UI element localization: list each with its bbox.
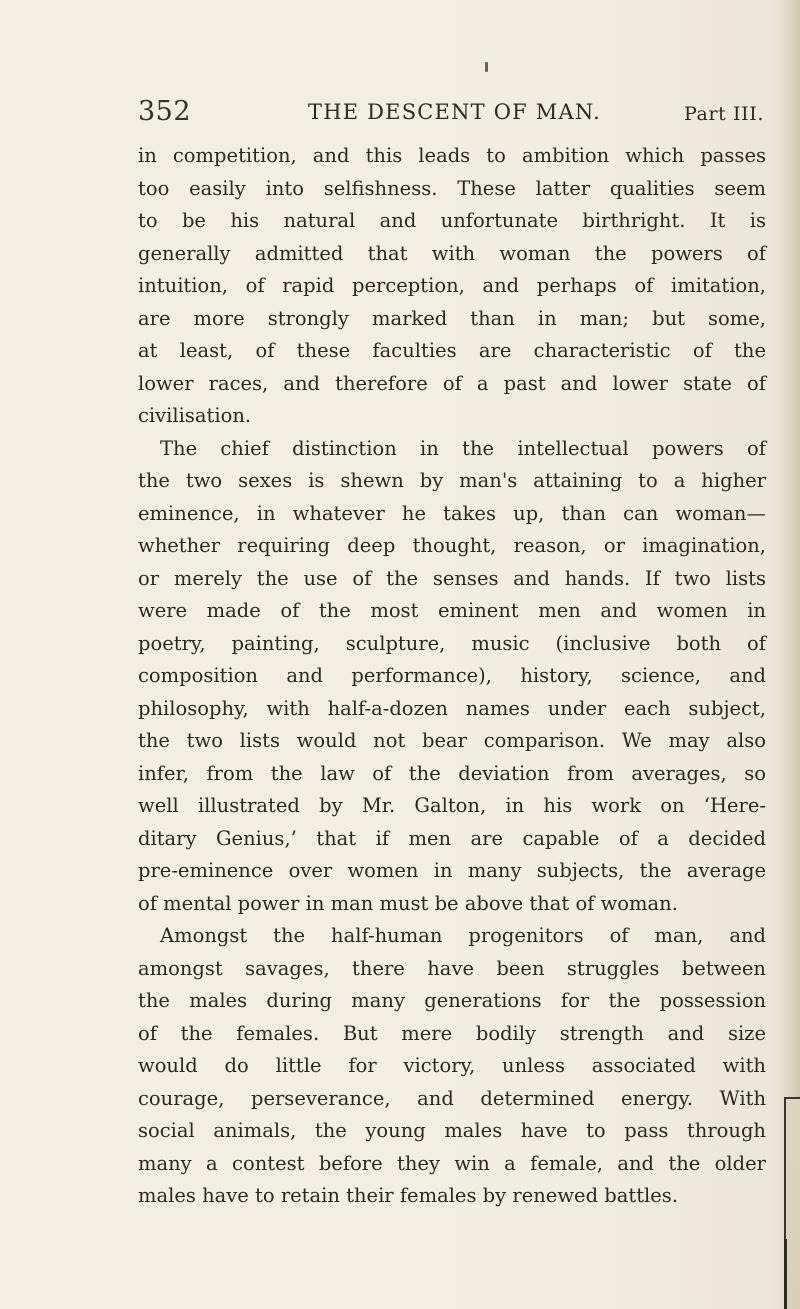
- text-line: amongst savages, there have been struggles between: [138, 956, 766, 980]
- text-line: pre-eminence over women in many subjects, the average: [138, 859, 766, 882]
- text-line: are more strongly marked than in man; but some,: [138, 306, 766, 330]
- text-line: many a contest before they win a female, and the older: [138, 1151, 766, 1175]
- text-line: would do little for victory, unless associated with: [138, 1054, 766, 1077]
- text-line: social animals, the young males have to pass through: [138, 1119, 766, 1142]
- text-line: to be his natural and unfortunate birthright. It is: [138, 209, 766, 232]
- text-line: whether requiring deep thought, reason, or imagination,: [138, 534, 766, 557]
- text-line: civilisation.: [138, 404, 252, 427]
- text-line: too easily into selfishness. These latter qualities seem: [138, 176, 766, 200]
- text-line: The chief distinction in the intellectual powers of: [160, 436, 766, 460]
- text-line: poetry, painting, sculpture, music (inclusive both of: [138, 631, 766, 655]
- text-line: the two sexes is shewn by man's attaining to a higher: [138, 469, 766, 492]
- print-speck: [485, 62, 488, 72]
- text-line: ditary Genius,’ that if men are capable of a decided: [138, 826, 766, 850]
- paragraph-3: [138, 920, 766, 1213]
- paragraph-2: [138, 433, 766, 921]
- text-line: courage, perseverance, and determined energy. With: [138, 1086, 766, 1110]
- paragraph-1: [138, 140, 766, 433]
- text-line: composition and performance), history, science, and: [138, 664, 766, 687]
- text-line: the two lists would not bear comparison. We may also: [138, 729, 766, 752]
- page-corner-mark: [784, 1097, 800, 1309]
- text-line: in competition, and this leads to ambition which passes: [138, 144, 766, 167]
- text-line: Amongst the half-human progenitors of man, and: [160, 924, 766, 947]
- text-line: of the females. But mere bodily strength and size: [138, 1021, 766, 1045]
- text-line: well illustrated by Mr. Galton, in his work on ‘Here-: [138, 794, 766, 817]
- text-line: the males during many generations for the possession: [138, 989, 766, 1012]
- part-label: Part III.: [684, 103, 764, 125]
- page-number: 352: [138, 96, 192, 127]
- text-line: eminence, in whatever he takes up, than can woman—: [138, 501, 766, 525]
- text-line: infer, from the law of the deviation from averages, so: [138, 761, 766, 785]
- text-line: generally admitted that with woman the powers of: [138, 241, 766, 265]
- text-line: philosophy, with half-a-dozen names under each subject,: [138, 696, 766, 720]
- body-text: [138, 140, 766, 1213]
- text-line: or merely the use of the senses and hands. If two lists: [138, 566, 766, 590]
- text-line: at least, of these faculties are characteristic of the: [138, 339, 766, 362]
- text-line: were made of the most eminent men and women in: [138, 599, 766, 622]
- running-title: THE DESCENT OF MAN.: [308, 100, 601, 124]
- running-header: [138, 94, 764, 134]
- text-line: males have to retain their females by renewed battles.: [138, 1184, 679, 1207]
- text-line: of mental power in man must be above that of woman.: [138, 891, 678, 915]
- text-line: lower races, and therefore of a past and lower state of: [138, 371, 766, 395]
- text-line: intuition, of rapid perception, and perhaps of imitation,: [138, 274, 766, 297]
